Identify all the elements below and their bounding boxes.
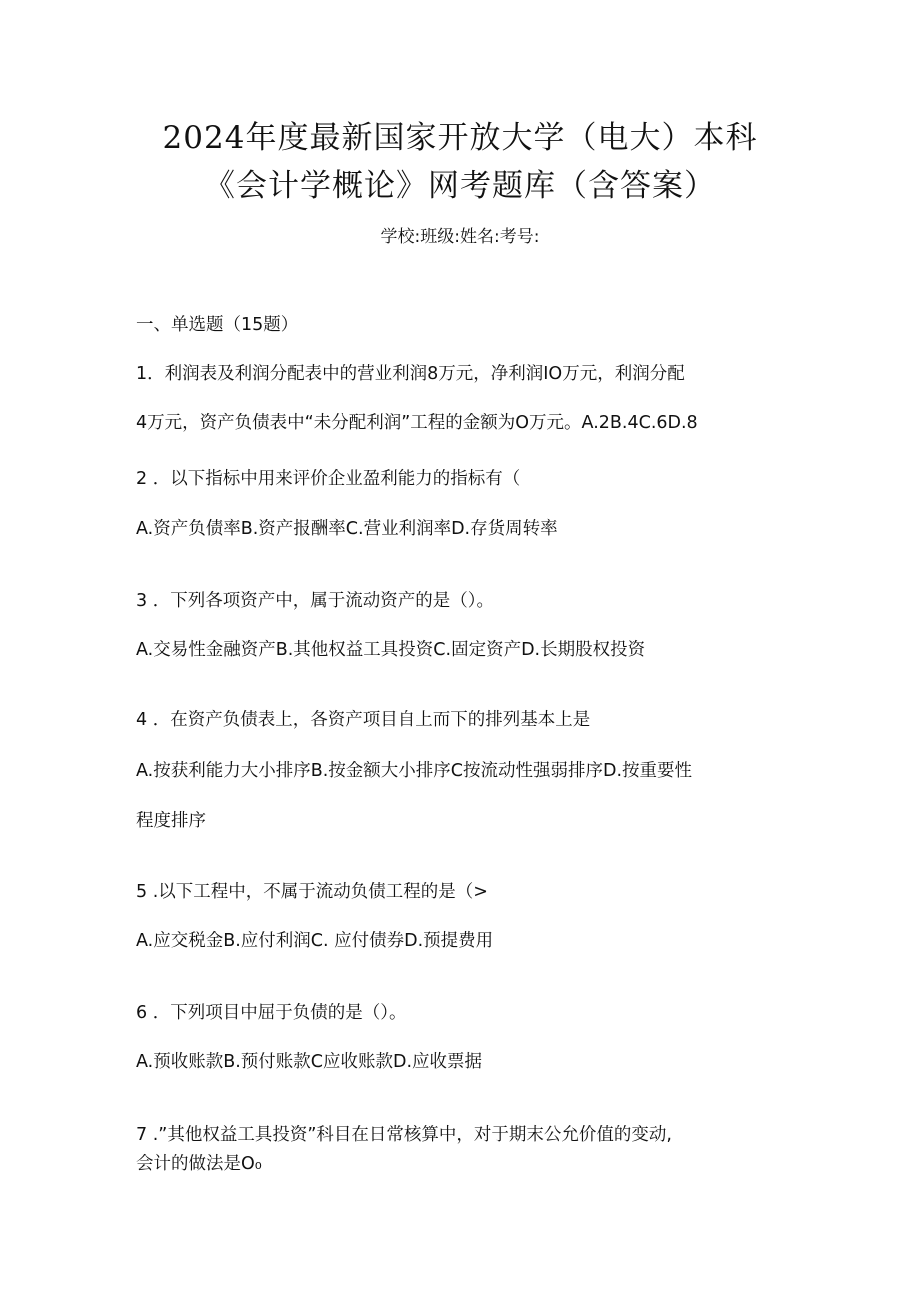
question-7-line-1: 7 .”其他权益工具投资”科目在日常核算中，对于期末公允价值的变动, — [136, 1125, 672, 1145]
question-5-stem: 5 .以下工程中，不属于流动负债工程的是（> — [136, 882, 488, 902]
question-3-stem: 3 ．下列各项资产中，属于流动资产的是（）。 — [136, 591, 494, 611]
question-4-options-line-1: A.按获利能力大小排序B.按金额大小排序C按流动性强弱排序D.按重要性 — [136, 761, 693, 781]
question-6-options: A.预收账款B.预付账款C应收账款D.应收票据 — [136, 1052, 483, 1072]
question-7-line-2: 会计的做法是O₀ — [136, 1154, 262, 1174]
question-5-options: A.应交税金B.应付利润C. 应付债券D.预提费用 — [136, 931, 494, 951]
question-4-options-line-2: 程度排序 — [136, 811, 206, 831]
document-title-line-1: 2024年度最新国家开放大学（电大）本科 — [162, 120, 758, 156]
question-1-line-1: 1．利润表及利润分配表中的营业利润8万元，净利润IO万元，利润分配 — [136, 364, 685, 384]
document-title-line-2: 《会计学概论》网考题库（含答案） — [204, 168, 716, 204]
question-1-line-2: 4万元，资产负债表中“未分配利润”工程的金额为O万元。A.2B.4C.6D.8 — [136, 413, 698, 433]
section-heading: 一、单选题（15题） — [136, 315, 299, 335]
question-3-options: A.交易性金融资产B.其他权益工具投资C.固定资产D.长期股权投资 — [136, 640, 646, 660]
question-2-options: A.资产负债率B.资产报酬率C.营业利润率D.存货周转率 — [136, 519, 558, 539]
student-info-line: 学校:班级:姓名:考号: — [380, 227, 540, 247]
question-4-stem: 4 ．在资产负债表上，各资产项目自上而下的排列基本上是 — [136, 710, 591, 730]
question-6-stem: 6 ．下列项目中屈于负债的是（）。 — [136, 1003, 407, 1023]
question-2-stem: 2 ．以下指标中用来评价企业盈利能力的指标有（ — [136, 469, 521, 489]
